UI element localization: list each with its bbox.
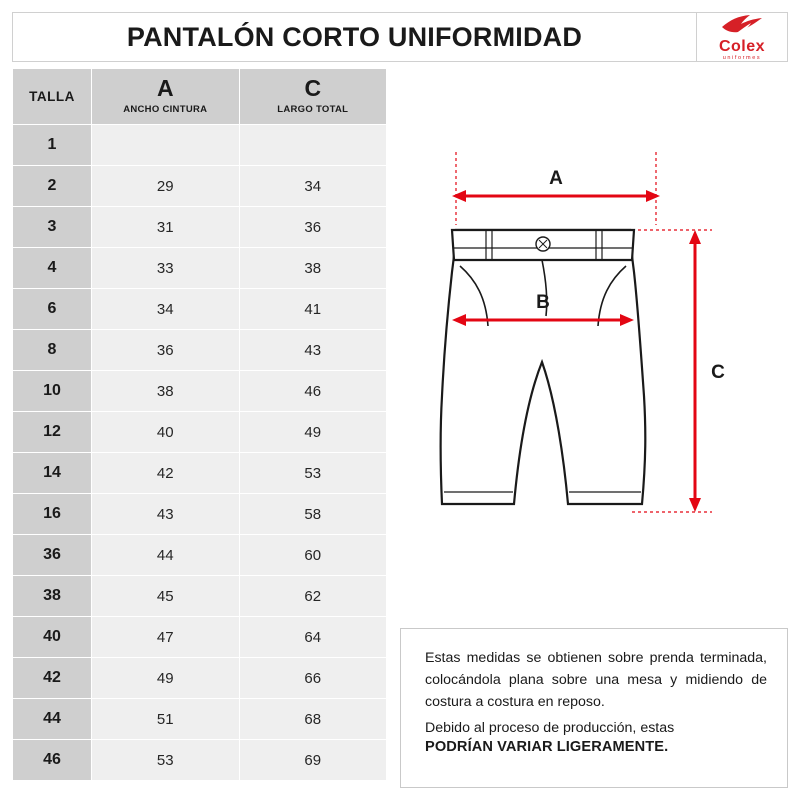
brand-name: Colex	[718, 38, 766, 56]
measure-c-arrow	[689, 230, 701, 512]
cell-talla: 40	[13, 617, 92, 658]
cell-talla: 46	[13, 740, 92, 781]
table-row	[13, 207, 387, 248]
brand-tagline: uniformes	[722, 55, 762, 62]
cell-largo-total: 58	[239, 494, 387, 535]
col-desc-a: ANCHO CINTURA	[123, 104, 208, 116]
cell-ancho-cintura: 49	[92, 658, 240, 699]
table-row	[13, 166, 387, 207]
cell-talla: 10	[13, 371, 92, 412]
cell-ancho-cintura	[92, 125, 240, 166]
cell-ancho-cintura: 45	[92, 576, 240, 617]
cell-ancho-cintura: 40	[92, 412, 240, 453]
cell-ancho-cintura: 43	[92, 494, 240, 535]
col-header-talla: TALLA	[13, 69, 92, 125]
col-header-c	[239, 69, 387, 125]
size-table-wrapper	[12, 68, 387, 781]
table-row	[13, 412, 387, 453]
measure-label-b: B	[536, 292, 550, 313]
cell-largo-total: 60	[239, 535, 387, 576]
table-row	[13, 576, 387, 617]
cell-talla: 3	[13, 207, 92, 248]
table-row	[13, 740, 387, 781]
cell-talla: 8	[13, 330, 92, 371]
cell-talla: 6	[13, 289, 92, 330]
cell-talla: 16	[13, 494, 92, 535]
garment-diagram	[400, 130, 788, 600]
table-row	[13, 248, 387, 289]
table-row	[13, 617, 387, 658]
cell-largo-total: 43	[239, 330, 387, 371]
cell-talla: 14	[13, 453, 92, 494]
cell-ancho-cintura: 51	[92, 699, 240, 740]
table-header-row	[13, 69, 387, 125]
cell-largo-total: 36	[239, 207, 387, 248]
cell-largo-total: 38	[239, 248, 387, 289]
col-header-a	[92, 69, 240, 125]
cell-talla: 1	[13, 125, 92, 166]
note-emphasis: PODRÍAN VARIAR LIGERAMENTE.	[425, 739, 669, 755]
table-row	[13, 658, 387, 699]
cell-talla: 12	[13, 412, 92, 453]
measure-label-c: C	[711, 362, 725, 383]
table-row	[13, 453, 387, 494]
cell-ancho-cintura: 44	[92, 535, 240, 576]
cell-largo-total: 69	[239, 740, 387, 781]
table-row	[13, 699, 387, 740]
cell-talla: 4	[13, 248, 92, 289]
measure-label-a: A	[549, 168, 563, 189]
col-desc-c: LARGO TOTAL	[277, 104, 349, 116]
cell-largo-total: 49	[239, 412, 387, 453]
cell-ancho-cintura: 42	[92, 453, 240, 494]
col-letter-c: C	[304, 74, 322, 101]
table-row	[13, 535, 387, 576]
cell-talla: 44	[13, 699, 92, 740]
cell-ancho-cintura: 29	[92, 166, 240, 207]
cell-talla: 38	[13, 576, 92, 617]
cell-ancho-cintura: 53	[92, 740, 240, 781]
table-row	[13, 125, 387, 166]
cell-largo-total: 62	[239, 576, 387, 617]
cell-largo-total: 53	[239, 453, 387, 494]
cell-ancho-cintura: 34	[92, 289, 240, 330]
size-table	[12, 68, 387, 781]
cell-talla: 2	[13, 166, 92, 207]
cell-ancho-cintura: 38	[92, 371, 240, 412]
cell-largo-total: 41	[239, 289, 387, 330]
brand-logo	[696, 12, 788, 62]
cell-largo-total: 68	[239, 699, 387, 740]
note-paragraph-1: Estas medidas se obtienen sobre prenda terminada, colocándola plana sobre una mesa y midiendo de costura a costura en reposo.	[425, 650, 767, 710]
shorts-outline	[441, 230, 646, 504]
table-row	[13, 494, 387, 535]
measure-a-arrow	[452, 190, 660, 202]
note-box	[400, 628, 788, 788]
header	[12, 12, 788, 62]
cell-talla: 42	[13, 658, 92, 699]
cell-ancho-cintura: 33	[92, 248, 240, 289]
table-body	[13, 125, 387, 781]
cell-ancho-cintura: 31	[92, 207, 240, 248]
bird-icon	[720, 14, 764, 38]
cell-talla: 36	[13, 535, 92, 576]
cell-ancho-cintura: 47	[92, 617, 240, 658]
cell-ancho-cintura: 36	[92, 330, 240, 371]
col-letter-a: A	[156, 74, 174, 101]
button-detail	[536, 237, 550, 251]
cell-largo-total: 46	[239, 371, 387, 412]
title-box	[12, 12, 696, 62]
cell-largo-total: 64	[239, 617, 387, 658]
note-paragraph-2: Debido al proceso de producción, estas	[425, 720, 675, 736]
cell-largo-total: 34	[239, 166, 387, 207]
cell-largo-total: 66	[239, 658, 387, 699]
table-row	[13, 330, 387, 371]
table-row	[13, 371, 387, 412]
table-row	[13, 289, 387, 330]
page-title: PANTALÓN CORTO UNIFORMIDAD	[126, 21, 583, 52]
cell-largo-total	[239, 125, 387, 166]
